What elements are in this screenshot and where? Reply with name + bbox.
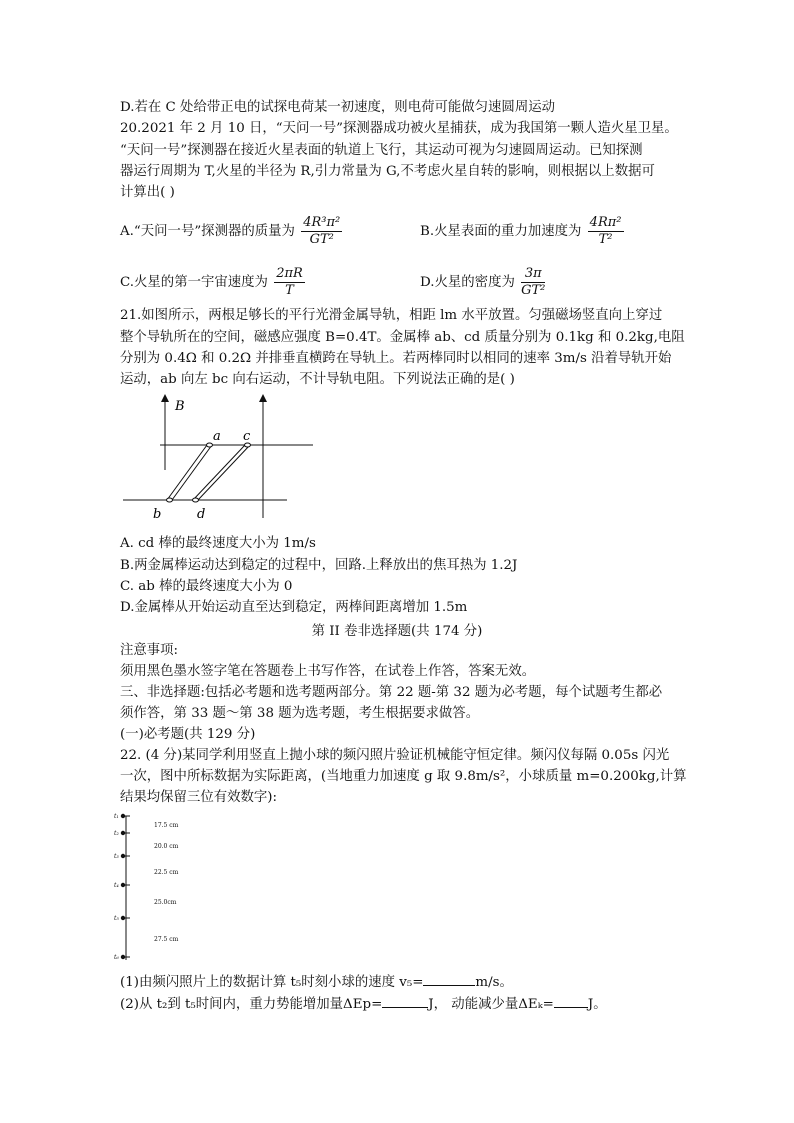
q22-subquestion-1 — [120, 971, 513, 993]
q20-option-d-denominator: GT² — [521, 283, 546, 298]
q22-stem-line3: 结果均保留三位有效数字): — [120, 790, 278, 805]
section3-line2: 须作答，第 33 题～第 38 题为选考题，考生根据要求做答。 — [120, 706, 480, 721]
required-questions-heading: (一)必考题(共 129 分) — [120, 727, 256, 742]
q20-option-a-numerator: 4R³π² — [303, 215, 341, 230]
q22-sub1-unit: m/s。 — [475, 975, 513, 990]
q22-sub2-text: (2)从 t₂到 t₅时间内，重力势能增加量ΔEp= — [120, 997, 383, 1012]
label-d: d — [197, 507, 206, 522]
q21-stem-line4: 运动，ab 向左 bc 向右运动，不计导轨电阻。下列说法正确的是( ) — [120, 372, 515, 387]
q20-option-b-denominator: T² — [598, 232, 613, 247]
t3-label: t₃ — [114, 853, 119, 860]
q21-option-a: A. cd 棒的最终速度大小为 1m/s — [120, 536, 316, 551]
label-b: b — [153, 507, 162, 522]
q20-stem-line3: 器运行周期为 T,火星的半径为 R,引力常量为 G,不考虑火星自转的影响，则根据以上数据可 — [120, 164, 655, 179]
q22-sub2-unit: J。 — [587, 997, 607, 1012]
q20-option-b-numerator: 4Rπ² — [589, 215, 622, 230]
q22-sub2-potential-blank[interactable] — [382, 993, 428, 1008]
q20-option-b-text: B.火星表面的重力加速度为 — [420, 224, 582, 239]
q21-stem-line3: 分别为 0.4Ω 和 0.2Ω 并排垂直横跨在导轨上。若两棒同时以相同的速率 3m/s 沿着导轨开始 — [120, 351, 672, 366]
q20-stem-line2: “天问一号”探测器在接近火星表面的轨道上飞行，其运动可视为匀速圆周运动。已知探测 — [120, 143, 643, 158]
q22-sub1-answer-blank[interactable] — [423, 971, 475, 986]
q21-option-c: C. ab 棒的最终速度大小为 0 — [120, 579, 293, 594]
distance-label-5: 27.5 cm — [154, 936, 179, 943]
distance-label-1: 17.5 cm — [154, 822, 179, 829]
rod-ab-top-end — [207, 443, 213, 447]
q20-stem-line1: 20.2021 年 2 月 10 日，“天问一号”探测器成功被火星捕获，成为我国第一颗人造火星卫星。 — [120, 121, 678, 136]
q21-rails-figure — [115, 390, 325, 525]
t5-label: t₅ — [114, 915, 119, 922]
t1-label: t₁ — [114, 813, 119, 820]
distance-label-2: 20.0 cm — [154, 843, 179, 850]
q20-option-a-formula — [301, 215, 342, 248]
q22-strobe-figure — [112, 808, 232, 968]
q21-option-b: B.两金属棒运动达到稳定的过程中，回路.上释放出的焦耳热为 1.2J — [120, 558, 518, 573]
field-label-b: B — [175, 399, 185, 414]
q20-option-c-formula — [274, 266, 305, 299]
q21-stem-line2: 整个导轨所在的空间，磁感应强度 B=0.4T。金属棒 ab、cd 质量分别为 0.1kg 和 0.2kg,电阻 — [120, 330, 685, 345]
q20-option-d — [420, 265, 545, 301]
section3-line1: 三、非选择题:包括必考题和选考题两部分。第 22 题-第 32 题为必考题，每个试题考生都必 — [120, 685, 663, 700]
t2-label: t₂ — [114, 830, 119, 837]
t4-label: t₄ — [114, 882, 119, 889]
q20-option-c-text: C.火星的第一宇宙速度为 — [120, 275, 268, 290]
q22-stem-line1: 22. (4 分)某同学利用竖直上抛小球的频闪照片验证机械能守恒定律。频闪仪每隔 0.05s 闪光 — [120, 748, 670, 763]
notice-title: 注意事项: — [120, 643, 179, 658]
q21-stem-line1: 21.如图所示，两根足够长的平行光滑金属导轨，相距 lm 水平放置。匀强磁场竖直向上穿过 — [120, 308, 663, 323]
part2-title: 第 II 卷非选择题(共 174 分) — [311, 624, 483, 639]
label-c: c — [243, 429, 251, 444]
q21-option-d: D.金属棒从开始运动直至达到稳定，两棒间距离增加 1.5m — [120, 600, 468, 615]
q20-option-a-denominator: GT² — [309, 232, 334, 247]
q19-option-d: D.若在 C 处给带正电的试探电荷某一初速度，则电荷可能做匀速圆周运动 — [120, 100, 555, 115]
q20-option-a-text: A.“天问一号”探测器的质量为 — [120, 224, 295, 239]
q20-option-d-text: D.火星的密度为 — [420, 275, 515, 290]
rod-cd-bottom-end — [193, 498, 199, 502]
q20-option-a — [120, 214, 342, 250]
q22-stem-line2: 一次，图中所标数据为实际距离，(当地重力加速度 g 取 9.8m/s²，小球质量 m=0.200kg,计算 — [120, 769, 687, 784]
label-a: a — [213, 429, 221, 444]
q20-option-d-numerator: 3π — [521, 266, 545, 283]
q20-option-b — [420, 214, 624, 250]
q20-option-c — [120, 265, 305, 301]
q20-option-b-formula — [588, 215, 624, 248]
q22-sub2-mid-text: J， 动能减少量ΔEₖ= — [428, 997, 554, 1012]
q22-sub2-kinetic-blank[interactable] — [554, 993, 588, 1008]
q22-sub1-text: (1)由频闪照片上的数据计算 t₅时刻小球的速度 v₅= — [120, 975, 424, 990]
q22-subquestion-2 — [120, 993, 607, 1015]
q20-option-c-numerator: 2πR — [276, 266, 303, 281]
q20-option-c-denominator: T — [285, 283, 294, 298]
distance-label-3: 22.5 cm — [154, 869, 179, 876]
q20-option-d-formula — [521, 266, 545, 299]
notice-text: 须用黑色墨水签字笔在答题卷上书写作答，在试卷上作答，答案无效。 — [120, 664, 536, 679]
t6-label: t₆ — [114, 954, 119, 961]
q20-stem-line4: 计算出( ) — [120, 185, 175, 200]
rod-ab-bottom-end — [167, 498, 173, 502]
distance-label-4: 25.0cm — [154, 899, 177, 906]
